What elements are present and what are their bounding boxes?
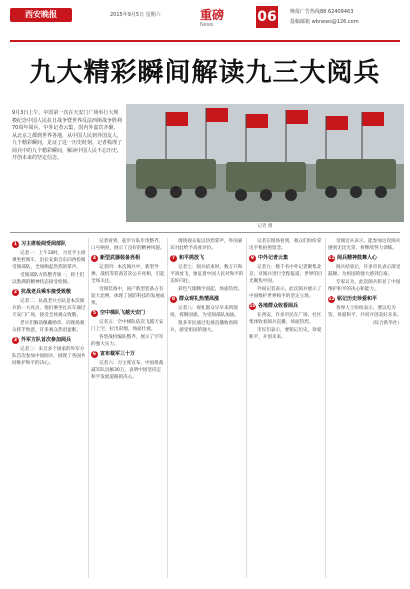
- paragraph: 受阅官兵表示，能参加这次阅兵感到无比光荣，将继续努力训练。: [328, 239, 401, 251]
- subheading-text: 中外记者云集: [258, 255, 289, 261]
- subheading: [12, 241, 86, 248]
- subheading: [249, 303, 323, 310]
- parade-photo-illustration: [126, 104, 404, 222]
- subheading: [91, 351, 165, 358]
- subheading: [91, 255, 165, 262]
- subheading: [91, 310, 165, 317]
- byline: （综合新华社）: [369, 321, 402, 326]
- number-badge: 12: [328, 297, 335, 302]
- paragraph: 老兵们胸前佩戴勋章，向现场观众挥手致意，许多观众热泪盈眶。: [12, 321, 85, 333]
- section-subtitle: News: [200, 22, 214, 28]
- paragraph: 在西安，许多市民在广场、社区集体收看阅兵直播，场面热烈。: [249, 313, 322, 325]
- paragraph: 市民们表示，要铭记历史，珍爱和平，开创未来。: [249, 328, 322, 340]
- paragraph: 彩色气球腾空而起，场面热烈。: [178, 287, 243, 292]
- paragraph: 记者一：上午10时，习近平主席乘坐检阅车，沿长安街自东向西检阅受阅部队，全场响起热烈的掌声。: [12, 251, 86, 270]
- page-header: [0, 0, 410, 44]
- paragraph: 记者六：习主席宣布，中国将裁减军队员额30万，表明中国坚持走和平发展道路的决心。: [91, 361, 164, 380]
- subheading-text: 和平鸽放飞: [179, 255, 205, 261]
- paragraph: 记者八：观礼群众早早来到现场，挥舞国旗，为受阅部队加油。: [170, 306, 239, 318]
- number-badge: 10: [249, 304, 256, 309]
- article-column-5: [328, 238, 402, 328]
- paragraph: 现场观众报以热烈掌声，外国嘉宾对此给予高度评价。: [170, 239, 243, 251]
- paragraph: 专家认为，此次阅兵彰显了中国维护和平的决心和能力。: [328, 280, 401, 292]
- subheading: [12, 337, 86, 344]
- paragraph: 受阅部队方阵整齐划一，将士们以饱满的精神状态接受检阅。: [12, 273, 85, 285]
- number-badge: 1: [13, 242, 18, 247]
- article-column-1: [12, 238, 86, 368]
- header-rule: [10, 40, 400, 42]
- subheading: [328, 296, 402, 303]
- number-badge: 11: [328, 256, 335, 261]
- subheading: [328, 255, 402, 262]
- subheading-text: 铭记历史珍爱和平: [337, 296, 378, 302]
- number-badge: 7: [171, 256, 176, 261]
- number-badge: 9: [250, 256, 255, 261]
- subheading-text: 各地群众收看阅兵: [258, 303, 299, 309]
- paragraph: 记者五：空中梯队依次飞越天安门上空，拉出彩烟，场面壮观。: [91, 320, 164, 332]
- number-badge: 3: [13, 338, 18, 343]
- number-badge: 5: [92, 311, 97, 316]
- paragraph: 很多市民通过电视直播收看阅兵，感受祖国的强大。: [170, 321, 238, 333]
- paragraph: 各界人士纷纷表示，要以史为鉴，珍爱和平，共同开创美好未来。: [328, 306, 402, 318]
- article-column-4: [249, 238, 323, 342]
- number-badge: 8: [171, 297, 176, 302]
- paragraph: 记者在现场看到，观众们纷纷拿出手机拍照留念。: [249, 239, 322, 251]
- subheading: [12, 289, 86, 296]
- subheading: [249, 255, 323, 262]
- paragraph: 各型战机编队整齐，展示了空军的强大实力。: [91, 335, 164, 347]
- column-divider: [246, 238, 247, 578]
- number-badge: 6: [92, 352, 97, 357]
- number-badge: 4: [92, 256, 97, 261]
- subheading-text: 阅兵精神鼓舞人心: [337, 255, 378, 261]
- subheading-text: 新型武器装备亮相: [100, 255, 141, 261]
- article-column-3: [170, 238, 244, 335]
- paragraph: 记者七：阅兵结束时，数万只和平鸽放飞，象征着中国人民对和平的美好向往。: [170, 265, 244, 284]
- column-divider: [167, 238, 168, 578]
- ad-hotline: 晚报广告热线88 62409463: [290, 9, 354, 15]
- subheading-text: 外军方队首次参加阅兵: [21, 337, 72, 343]
- headline: 九大精彩瞬间解读九三大阅兵: [29, 58, 381, 88]
- number-badge: 2: [13, 290, 18, 295]
- subheading-text: 抗战老兵乘车接受致敬: [21, 289, 72, 295]
- paragraph: 记者四：本次阅兵中，新型导弹、战机等装备首次公开亮相，引起全场关注。: [91, 265, 165, 284]
- paragraph: 阅兵结束后，许多市民表示深受鼓舞，为祖国的强大感到自豪。: [328, 265, 401, 277]
- subheading: [170, 296, 244, 303]
- section-title: 重磅: [200, 8, 225, 22]
- subheading: [170, 255, 244, 262]
- paragraph: 受阅装备中，国产新型装备占有较大比例，体现了国防科技的发展成果。: [91, 287, 165, 306]
- paragraph: 记者二：抗战老兵方队是本次阅兵的一大亮点，他们乘坐礼宾车通过天安门广场，接受全场观众致敬。: [12, 299, 86, 318]
- parade-photo: [126, 104, 404, 222]
- subheading-text: 宣布裁军三十万: [100, 351, 136, 357]
- subheading-text: 群众观礼热情高涨: [179, 296, 220, 302]
- paragraph: 记者看到，徒步方队步伐整齐，口号响亮，展示了良好的精神风貌。: [91, 239, 165, 251]
- paragraph: 外国记者表示，此次阅兵展示了中国维护世界和平的坚定立场。: [249, 287, 322, 299]
- subheading-text: 习主席检阅受阅部队: [21, 241, 67, 247]
- article-column-2: [91, 238, 165, 382]
- paragraph: 记者九：数千名中外记者聚集北京，对阅兵进行全程报道，世界的目光聚焦中国。: [249, 265, 323, 284]
- subheading-text: 空中梯队飞越天安门: [100, 310, 146, 316]
- photo-caption: 记者 摄: [257, 224, 273, 229]
- page-number: 06: [256, 6, 278, 28]
- paragraph: 记者三：来自多个国家的外军方队首次参加中国阅兵，展现了各国共同维护和平的决心。: [12, 347, 86, 366]
- column-divider: [325, 238, 326, 578]
- lead-paragraph: 9月3日上午，中国第一次在天安门广场举行大规模纪念中国人民抗日战争暨世界反法西斯战争胜利70周年阅兵，中外记者云集，国内外嘉宾齐聚。从北京之都到世界各地，从中国人民到外国友人，九个精彩瞬间，见证了这一历史时刻。记者梳理了阅兵中的九个精彩瞬间，解读中国人民不忘历史、开创未来的坚定信念。: [12, 110, 123, 161]
- section-divider: [10, 232, 400, 233]
- newspaper-logo: 西安晚报: [10, 8, 72, 22]
- column-divider: [88, 238, 89, 578]
- issue-date: 2015年9月5日 星期六: [110, 12, 161, 18]
- submission-email: 投稿邮箱 wbnews@126.com: [290, 19, 359, 25]
